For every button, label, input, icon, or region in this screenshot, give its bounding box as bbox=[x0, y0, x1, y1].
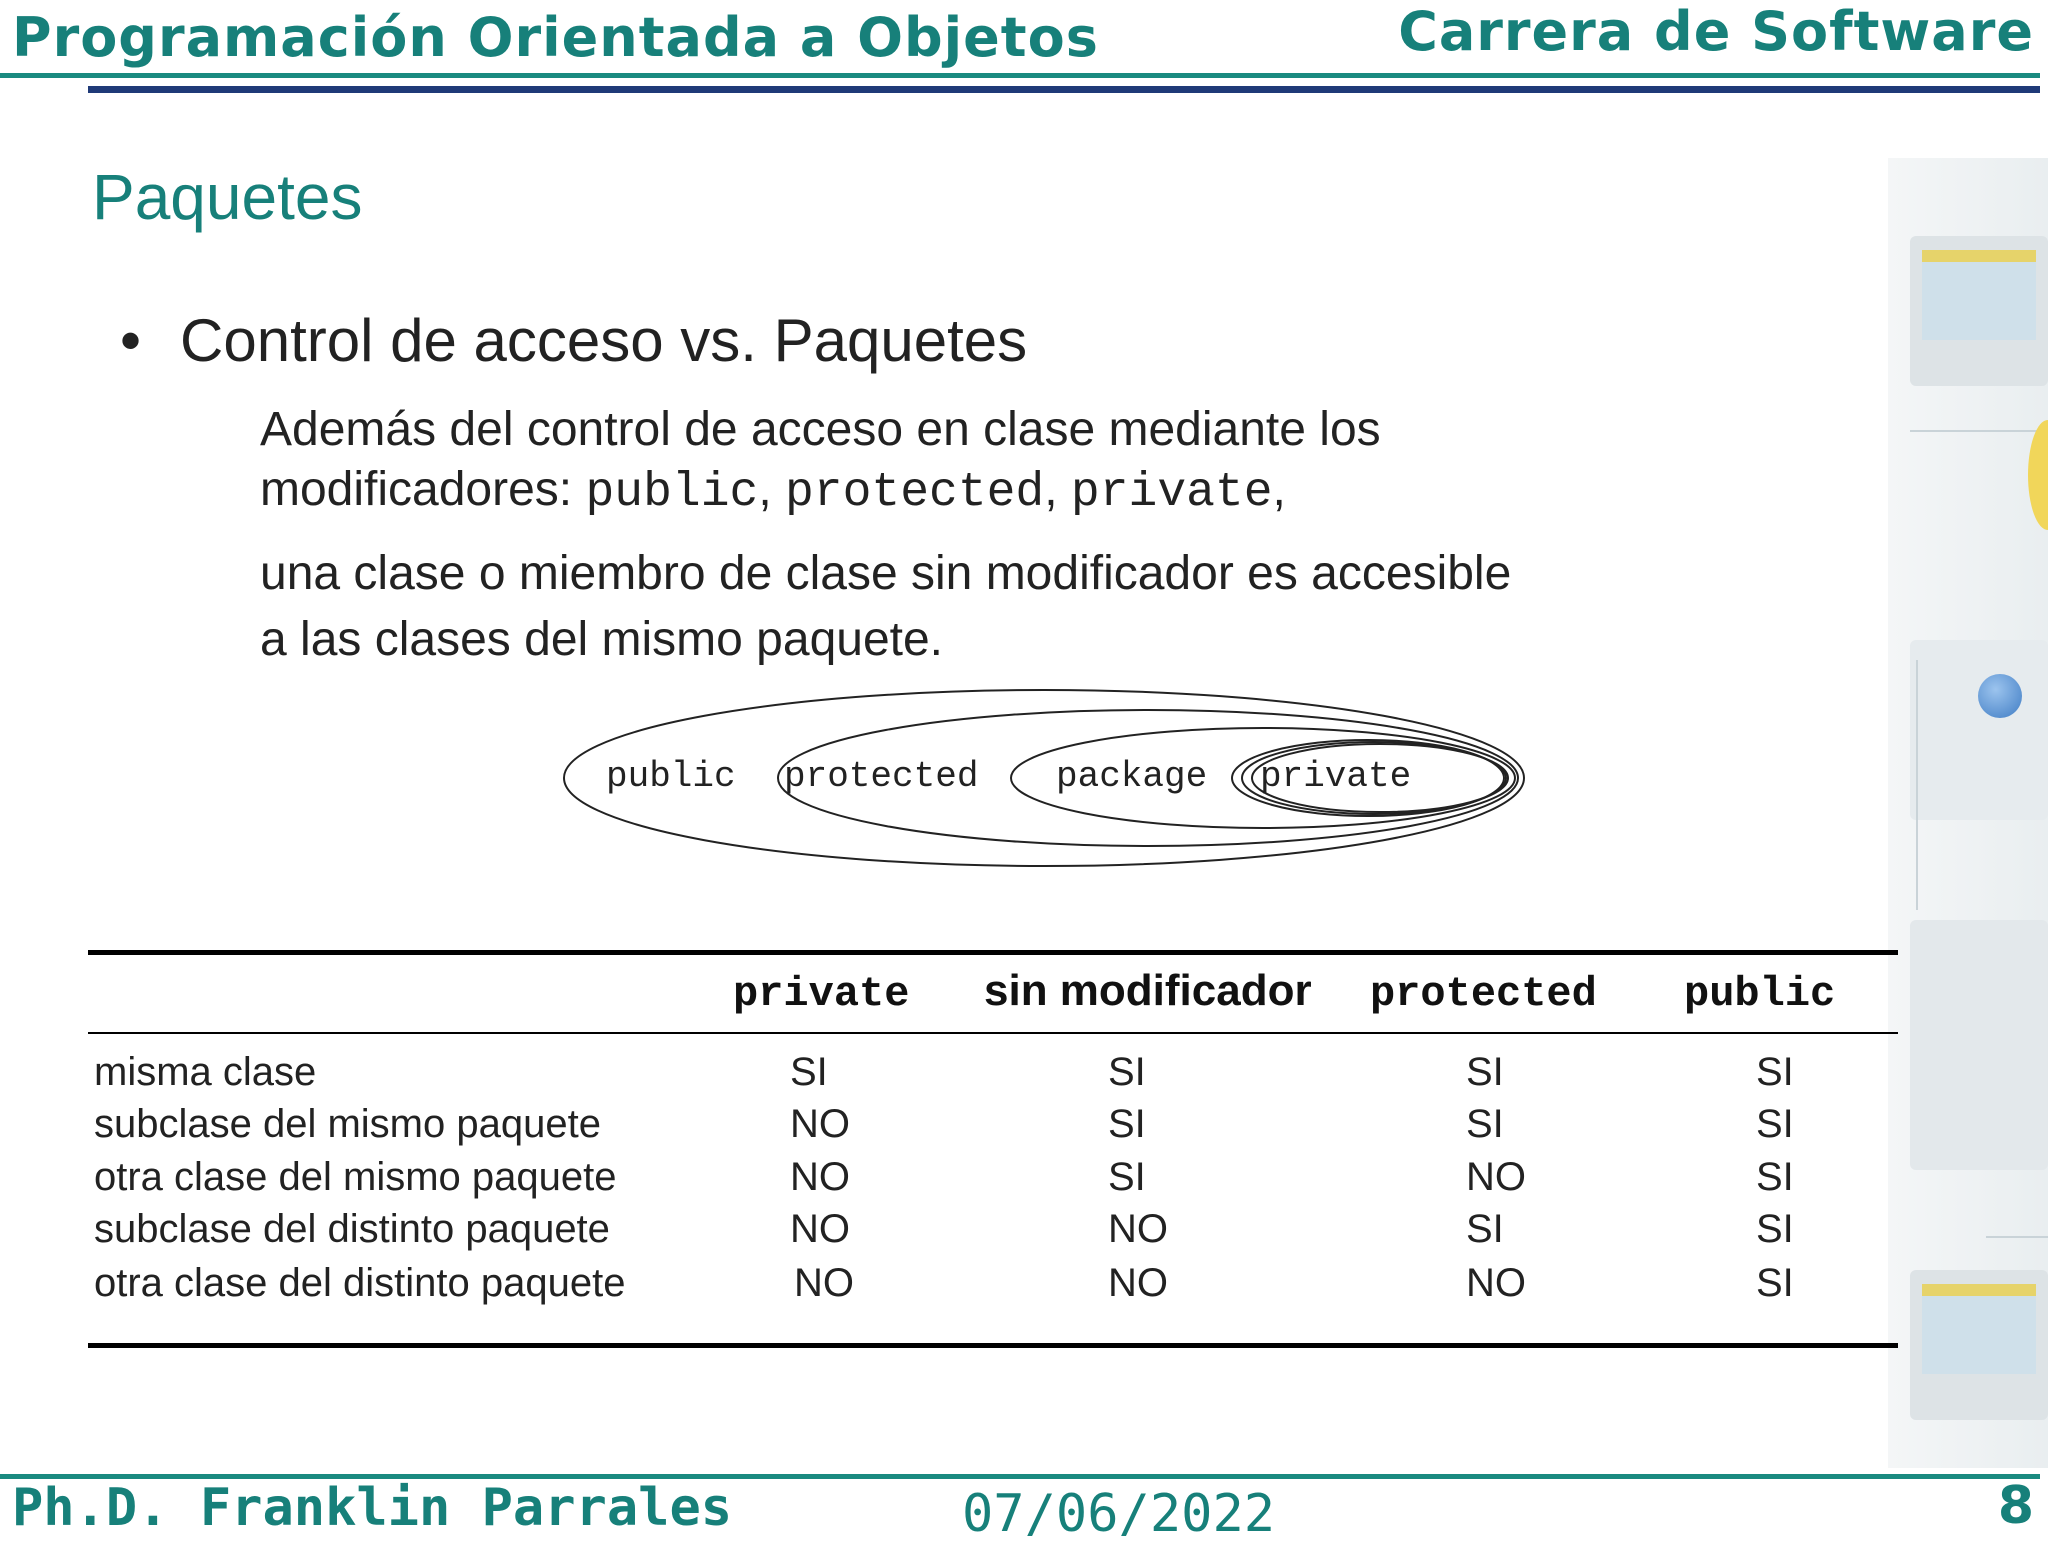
column-header-sin-modificador: sin modificador bbox=[984, 966, 1312, 1015]
cell-protected: NO bbox=[1466, 1155, 1526, 1199]
paragraph-line: a las clases del mismo paquete. bbox=[260, 613, 944, 666]
row-label: misma clase bbox=[94, 1050, 317, 1094]
venn-label-protected: protected bbox=[784, 756, 979, 797]
row-label: otra clase del distinto paquete bbox=[94, 1261, 626, 1305]
column-header-protected: protected bbox=[1370, 970, 1597, 1018]
cell-public: SI bbox=[1756, 1050, 1794, 1094]
cell-private: NO bbox=[790, 1102, 850, 1146]
cell-public: SI bbox=[1756, 1155, 1794, 1199]
keyword-public: public bbox=[585, 466, 759, 520]
program-title: Carrera de Software bbox=[1398, 0, 2034, 63]
cell-private: SI bbox=[790, 1050, 828, 1094]
header-rule-teal bbox=[0, 73, 2040, 78]
slide-title: Paquetes bbox=[92, 161, 363, 233]
bullet-item bbox=[120, 306, 1027, 375]
cell-sin-modificador: SI bbox=[1108, 1050, 1146, 1094]
cell-sin-modificador: NO bbox=[1108, 1261, 1168, 1305]
row-label: subclase del distinto paquete bbox=[94, 1207, 610, 1251]
network-line bbox=[1910, 430, 2048, 432]
keyword-private: private bbox=[1070, 466, 1273, 520]
cell-public: SI bbox=[1756, 1102, 1794, 1146]
bullet-text: Control de acceso vs. Paquetes bbox=[180, 307, 1028, 374]
cell-private: NO bbox=[790, 1207, 850, 1251]
page-number: 8 bbox=[1997, 1476, 2034, 1536]
globe-icon bbox=[1978, 674, 2022, 718]
access-levels-diagram bbox=[548, 686, 1528, 876]
paragraph-line: una clase o miembro de clase sin modificador es accesible bbox=[260, 547, 1512, 600]
server-illustration bbox=[1910, 920, 2048, 1170]
bullet-dot: • bbox=[120, 307, 142, 374]
cell-protected: SI bbox=[1466, 1102, 1504, 1146]
paragraph-line: modificadores: public, protected, private, bbox=[260, 463, 1286, 520]
cell-sin-modificador: SI bbox=[1108, 1102, 1146, 1146]
cell-private: NO bbox=[790, 1155, 850, 1199]
monitor-illustration bbox=[1910, 1270, 2048, 1420]
network-line bbox=[1986, 1236, 2048, 1238]
column-header-private: private bbox=[733, 970, 910, 1018]
venn-label-package: package bbox=[1056, 756, 1208, 797]
cell-protected: SI bbox=[1466, 1050, 1504, 1094]
server-illustration bbox=[1910, 640, 2048, 820]
keyword-protected: protected bbox=[784, 466, 1045, 520]
column-header-public: public bbox=[1684, 970, 1836, 1018]
network-line bbox=[1916, 660, 1918, 910]
table-top-rule bbox=[88, 950, 1898, 955]
row-label: subclase del mismo paquete bbox=[94, 1102, 601, 1146]
cell-public: SI bbox=[1756, 1207, 1794, 1251]
course-title: Programación Orientada a Objetos bbox=[12, 6, 1099, 69]
cell-public: SI bbox=[1756, 1261, 1794, 1305]
header-rule-navy bbox=[88, 86, 2040, 93]
table-bottom-rule bbox=[88, 1343, 1898, 1348]
cell-sin-modificador: SI bbox=[1108, 1155, 1146, 1199]
cell-private: NO bbox=[794, 1261, 854, 1305]
cell-protected: NO bbox=[1466, 1261, 1526, 1305]
venn-label-private: private bbox=[1260, 756, 1412, 797]
footer-author: Ph.D. Franklin Parrales bbox=[12, 1478, 733, 1538]
cell-protected: SI bbox=[1466, 1207, 1504, 1251]
monitor-illustration bbox=[1910, 236, 2048, 386]
footer-date: 07/06/2022 bbox=[962, 1484, 1276, 1544]
venn-label-public: public bbox=[606, 756, 736, 797]
paragraph-line: Además del control de acceso en clase mediante los bbox=[260, 403, 1381, 456]
cell-sin-modificador: NO bbox=[1108, 1207, 1168, 1251]
row-label: otra clase del mismo paquete bbox=[94, 1155, 617, 1199]
table-header-rule bbox=[88, 1032, 1898, 1034]
